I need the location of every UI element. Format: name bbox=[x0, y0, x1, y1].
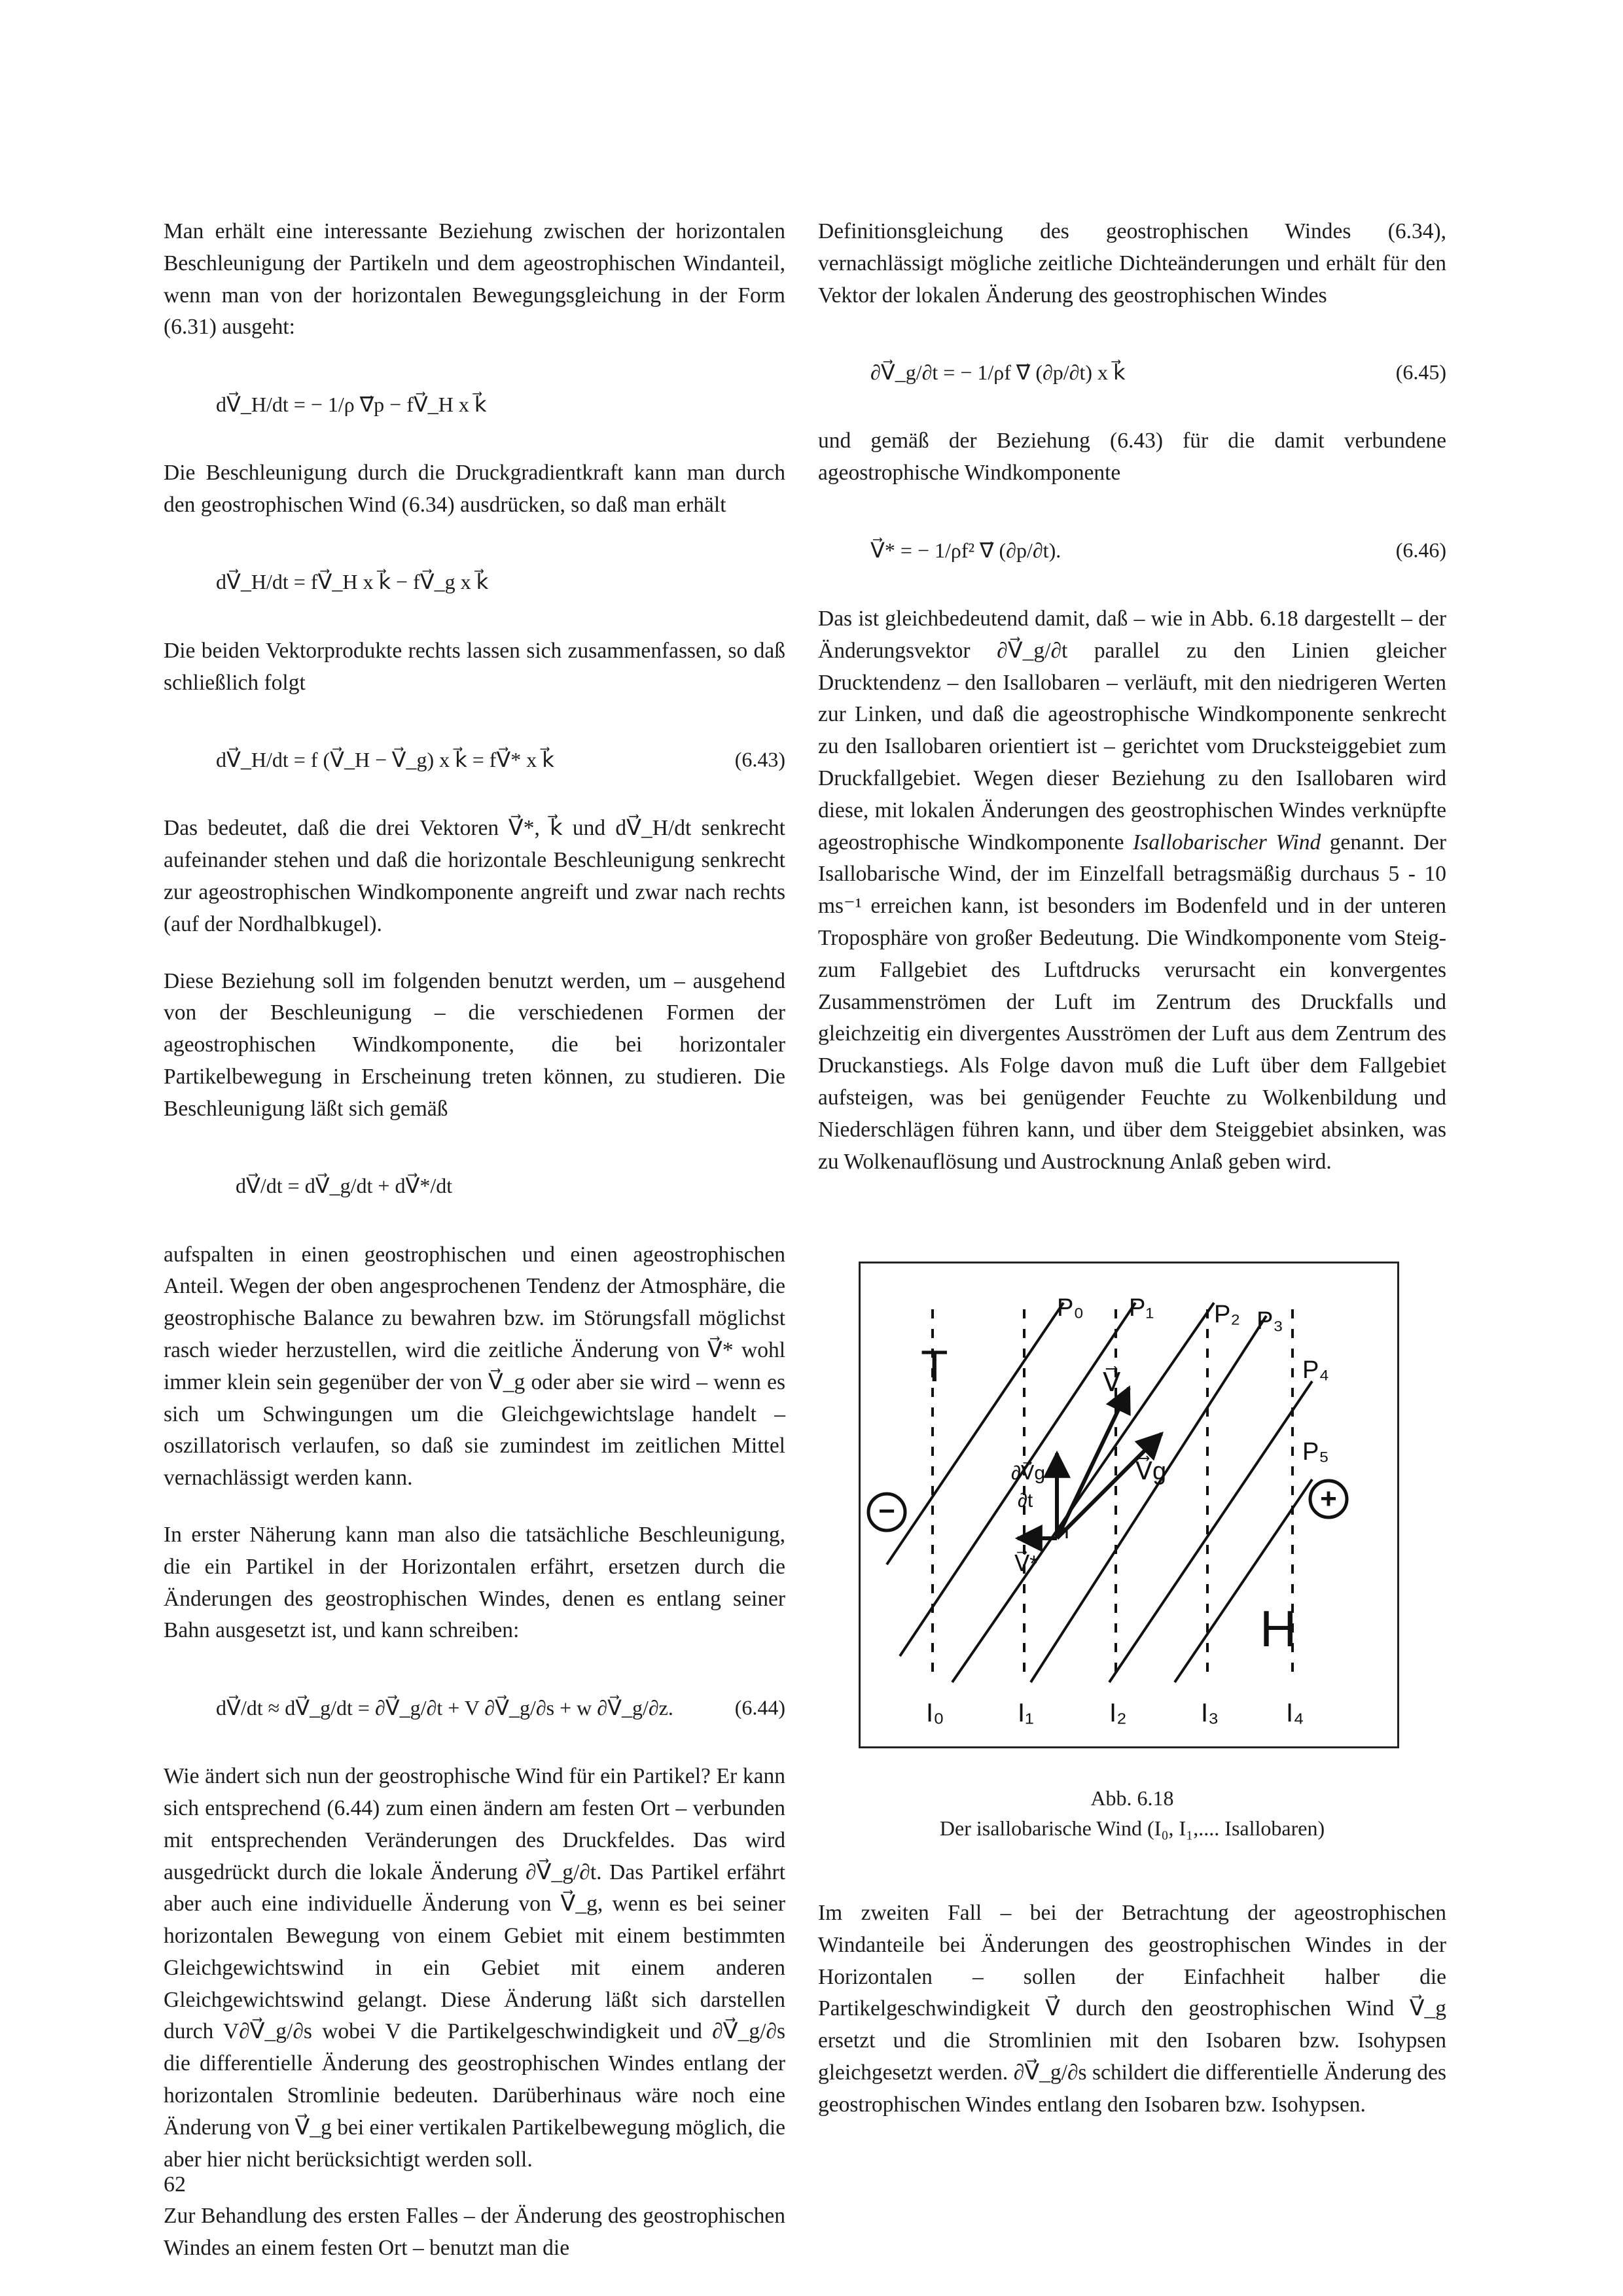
isobar-lines bbox=[887, 1303, 1312, 1682]
paragraph: Im zweiten Fall – bei der Betrachtung der ageostrophischen Windanteile bei Änderungen des geostrophischen Windes in der Horizontalen – sollen der Einfachheit halber die Partikelgeschwindigkeit V⃗ durch den geostrophischen Wind V⃗_g ersetzt und die Stromlinien mit den Isobaren bzw. Isohypsen gleichgesetzt werden. ∂V⃗_g/∂s schildert die differentielle Änderung des geostrophischen Windes entlang den Isobaren bzw. Isohypsen. bbox=[818, 1901, 1446, 2117]
isallobar-label: I₄ bbox=[1286, 1699, 1304, 1727]
equation-expr: dV⃗_H/dt = fV⃗_H x k⃗ − fV⃗_g x k⃗ bbox=[216, 570, 489, 594]
paragraph: Man erhält eine interessante Beziehung zwischen der horizontalen Beschleunigung der Partikeln und dem ageostrophischen Windanteil, wenn man von der horizontalen Bewegungsgleichung in der Form (6.31) ausgeht: bbox=[164, 219, 785, 340]
page-number: 62 bbox=[164, 2172, 186, 2197]
equation bbox=[164, 546, 785, 618]
isobar-label: P₁ bbox=[1129, 1294, 1154, 1322]
equation bbox=[164, 1672, 785, 1744]
isobar-label: P₄ bbox=[1302, 1356, 1329, 1384]
isobar-label: P₂ bbox=[1214, 1301, 1241, 1328]
paragraph: Die Beschleunigung durch die Druckgradientkraft kann man durch den geostrophischen Wind (6.34) ausdrücken, so daß man erhält bbox=[164, 461, 785, 517]
isobar-label: P₀ bbox=[1057, 1294, 1084, 1322]
equation bbox=[818, 336, 1446, 408]
vector-label-Vstar: V⃗* bbox=[1014, 1551, 1039, 1576]
vector-Vg bbox=[1057, 1434, 1162, 1538]
isallobar-labels bbox=[926, 1699, 1304, 1727]
figure-svg bbox=[861, 1263, 1397, 1746]
isallobar-lines bbox=[933, 1309, 1293, 1682]
label-T: T bbox=[921, 1341, 948, 1391]
equation-expr: ∂V⃗_g/∂t = − 1/ρf ∇⃗ (∂p/∂t) x k⃗ bbox=[870, 360, 1126, 384]
equation-number: (6.45) bbox=[1395, 360, 1446, 384]
vector-label-Vg: V⃗g bbox=[1135, 1458, 1167, 1485]
equation bbox=[164, 368, 785, 440]
equation-expr: dV⃗_H/dt = f (V⃗_H − V⃗_g) x k⃗ = fV⃗* x k⃗ bbox=[216, 747, 554, 771]
paragraph: Definitionsgleichung des geostrophischen Windes (6.34), vernachlässigt mögliche zeitliche Dichteänderungen und erhält für den Vektor der lokalen Änderung des geostrophischen Windes bbox=[818, 219, 1446, 308]
equation bbox=[164, 724, 785, 796]
isobar-label: P₃ bbox=[1257, 1307, 1283, 1335]
vector-label-dVg-den: ∂t bbox=[1018, 1490, 1033, 1511]
equation-expr: dV⃗/dt ≈ dV⃗_g/dt = ∂V⃗_g/∂t + V ∂V⃗_g/∂s + w ∂V⃗_g/∂z. bbox=[216, 1695, 673, 1720]
equation bbox=[818, 514, 1446, 586]
paragraph: Zur Behandlung des ersten Falles – der Änderung des geostrophischen Windes an einem festen Ort – benutzt man die bbox=[164, 2204, 785, 2261]
equation bbox=[164, 1150, 785, 1222]
paragraph: Die beiden Vektorprodukte rechts lassen sich zusammenfassen, so daß schließlich folgt bbox=[164, 638, 785, 695]
paragraph: aufspalten in einen geostrophischen und einen ageostrophischen Anteil. Wegen der oben angesprochenen Tendenz der Atmosphäre, die geostrophische Balance zu bewahren bzw. im Störungsfall möglichst rasch wieder herzustellen, wird die zeitliche Änderung von V⃗* wohl immer klein sein gegenüber der von V⃗_g oder aber sie wird – wenn es sich um Schwingungen um die Gleichgewichtslage handelt – oszillatorisch verlaufen, so daß sie zumindest im zeitlichen Mittel vernachlässigt werden kann. bbox=[164, 1242, 785, 1491]
label-H: H bbox=[1260, 1600, 1297, 1657]
isallobar-label: I₁ bbox=[1018, 1699, 1034, 1727]
paragraph bbox=[818, 603, 1446, 1178]
plus-sign: + bbox=[1320, 1483, 1337, 1515]
caption-number: Abb. 6.18 bbox=[1090, 1786, 1174, 1810]
right-column bbox=[818, 216, 1446, 1203]
equation-expr: V⃗* = − 1/ρf² ∇⃗ (∂p/∂t). bbox=[870, 538, 1061, 562]
caption-text: Der isallobarische Wind (I₀, I₁,.... Isallobaren) bbox=[939, 1816, 1325, 1840]
isobar-labels bbox=[1057, 1294, 1329, 1466]
isallobar-label: I₃ bbox=[1201, 1699, 1219, 1727]
equation-expr: dV⃗/dt = dV⃗_g/dt + dV⃗*/dt bbox=[236, 1174, 453, 1198]
isobar-line bbox=[1031, 1316, 1266, 1682]
paragraph: und gemäß der Beziehung (6.43) für die damit verbundene ageostrophische Windkomponente bbox=[818, 429, 1446, 486]
paragraph: In erster Näherung kann man also die tatsächliche Beschleunigung, die ein Partikel in der Horizontalen erfährt, ersetzen durch die Änderungen des geostrophischen Windes, denen es entlang seiner Bahn ausgesetzt ist, und kann schreiben: bbox=[164, 1522, 785, 1643]
paragraph-part: genannt. Der Isallobarische Wind, der im Einzelfall betragsmäßig durchaus 5 - 10 ms⁻¹ erreichen kann, ist besonders im Bodenfeld und in der unteren Troposphäre von großer Bedeutung. Die Windkomponente vom Steig- zum Fallgebiet des Luftdrucks verursacht ein konvergentes Zusammenströmen der Luft im Zentrum des Druckfalls und gleichzeitig ein divergentes Ausströmen der Luft aus dem Zentrum des Druckanstiegs. Als Folge davon muß die Luft über dem Fallgebiet aufsteigen, was bei genügender Feuchte zu Wolkenbildung und Niederschlägen führen kann, und über dem Steiggebiet absinken, was zu Wolkenauflösung und Austrocknung Anlaß geben wird. bbox=[818, 830, 1447, 1174]
isallobar-label: I₂ bbox=[1109, 1699, 1127, 1727]
figure-isallobaric-wind bbox=[859, 1262, 1399, 1748]
isallobar-label: I₀ bbox=[926, 1699, 944, 1727]
vector-label-dVg-num: ∂V⃗g bbox=[1011, 1462, 1046, 1484]
paragraph-part: Das ist gleichbedeutend damit, daß – wie in Abb. 6.18 dargestellt – der Änderungsvektor ∂V⃗_g/∂t parallel zu den Linien gleicher Drucktendenz – den Isallobaren – verläuft, mit den niedrigeren Werten zur Linken, und daß die ageostrophische Windkomponente senkrecht zu den Isallobaren orientiert ist – gerichtet vom Drucksteiggebiet zum Druckfallgebiet. Wegen dieser Beziehung zu den Isallobaren wird diese, mit lokalen Änderungen des geostrophischen Windes verknüpfte ageostrophische Windkomponente bbox=[818, 606, 1446, 855]
paragraph: Das bedeutet, daß die drei Vektoren V⃗*, k⃗ und dV⃗_H/dt senkrecht aufeinander stehen und daß die horizontale Beschleunigung senkrecht zur ageostrophischen Windkomponente angreift und zwar nach rechts (auf der Nordhalbkugel). bbox=[164, 816, 785, 936]
paragraph: Wie ändert sich nun der geostrophische Wind für ein Partikel? Er kann sich entsprechend (6.44) zum einen ändern am festen Ort – verbunden mit entsprechenden Veränderungen des Druckfeldes. Das wird ausgedrückt durch die lokale Änderung ∂V⃗_g/∂t. Das Partikel erfährt aber auch eine individuelle Änderung von V⃗_g, wenn es bei seiner horizontalen Bewegung von einem Gebiet mit einem bestimmten Gleichgewichtswind in ein Gebiet mit einem anderen Gleichgewichtswind gelangt. Diese Änderung läßt sich darstellen durch V∂V⃗_g/∂s wobei V die Partikelgeschwindigkeit und ∂V⃗_g/∂s die differentielle Änderung des geostrophischen Windes entlang der horizontalen Stromlinie bedeuten. Darüberhinaus wäre noch eine Änderung von V⃗_g bei einer vertikalen Partikelbewegung möglich, die aber hier nicht berücksichtigt werden soll. bbox=[164, 1764, 785, 2172]
isobar-line bbox=[887, 1303, 1063, 1564]
equation-number: (6.44) bbox=[734, 1695, 785, 1720]
paragraph: Diese Beziehung soll im folgenden benutzt werden, um – ausgehend von der Beschleunigung – die verschiedenen Formen der ageostrophischen Windkomponente, die bei horizontaler Partikelbewegung in Erscheinung treten können, zu studieren. Die Beschleunigung läßt sich gemäß bbox=[164, 968, 785, 1121]
isobar-label: P₅ bbox=[1302, 1438, 1329, 1466]
equation-expr: dV⃗_H/dt = − 1/ρ ∇⃗p − fV⃗_H x k⃗ bbox=[216, 392, 487, 416]
isobar-line bbox=[952, 1303, 1214, 1682]
vector-label-V: V⃗ bbox=[1103, 1368, 1121, 1397]
vector-V bbox=[1057, 1388, 1129, 1538]
emphasis-term: Isallobarischer Wind bbox=[1133, 830, 1321, 855]
minus-sign: − bbox=[878, 1495, 895, 1527]
equation-number: (6.43) bbox=[734, 747, 785, 771]
left-column bbox=[164, 216, 785, 2289]
figure-caption bbox=[818, 1783, 1446, 1843]
equation-number: (6.46) bbox=[1395, 538, 1446, 562]
right-column-bottom bbox=[818, 1898, 1446, 2146]
